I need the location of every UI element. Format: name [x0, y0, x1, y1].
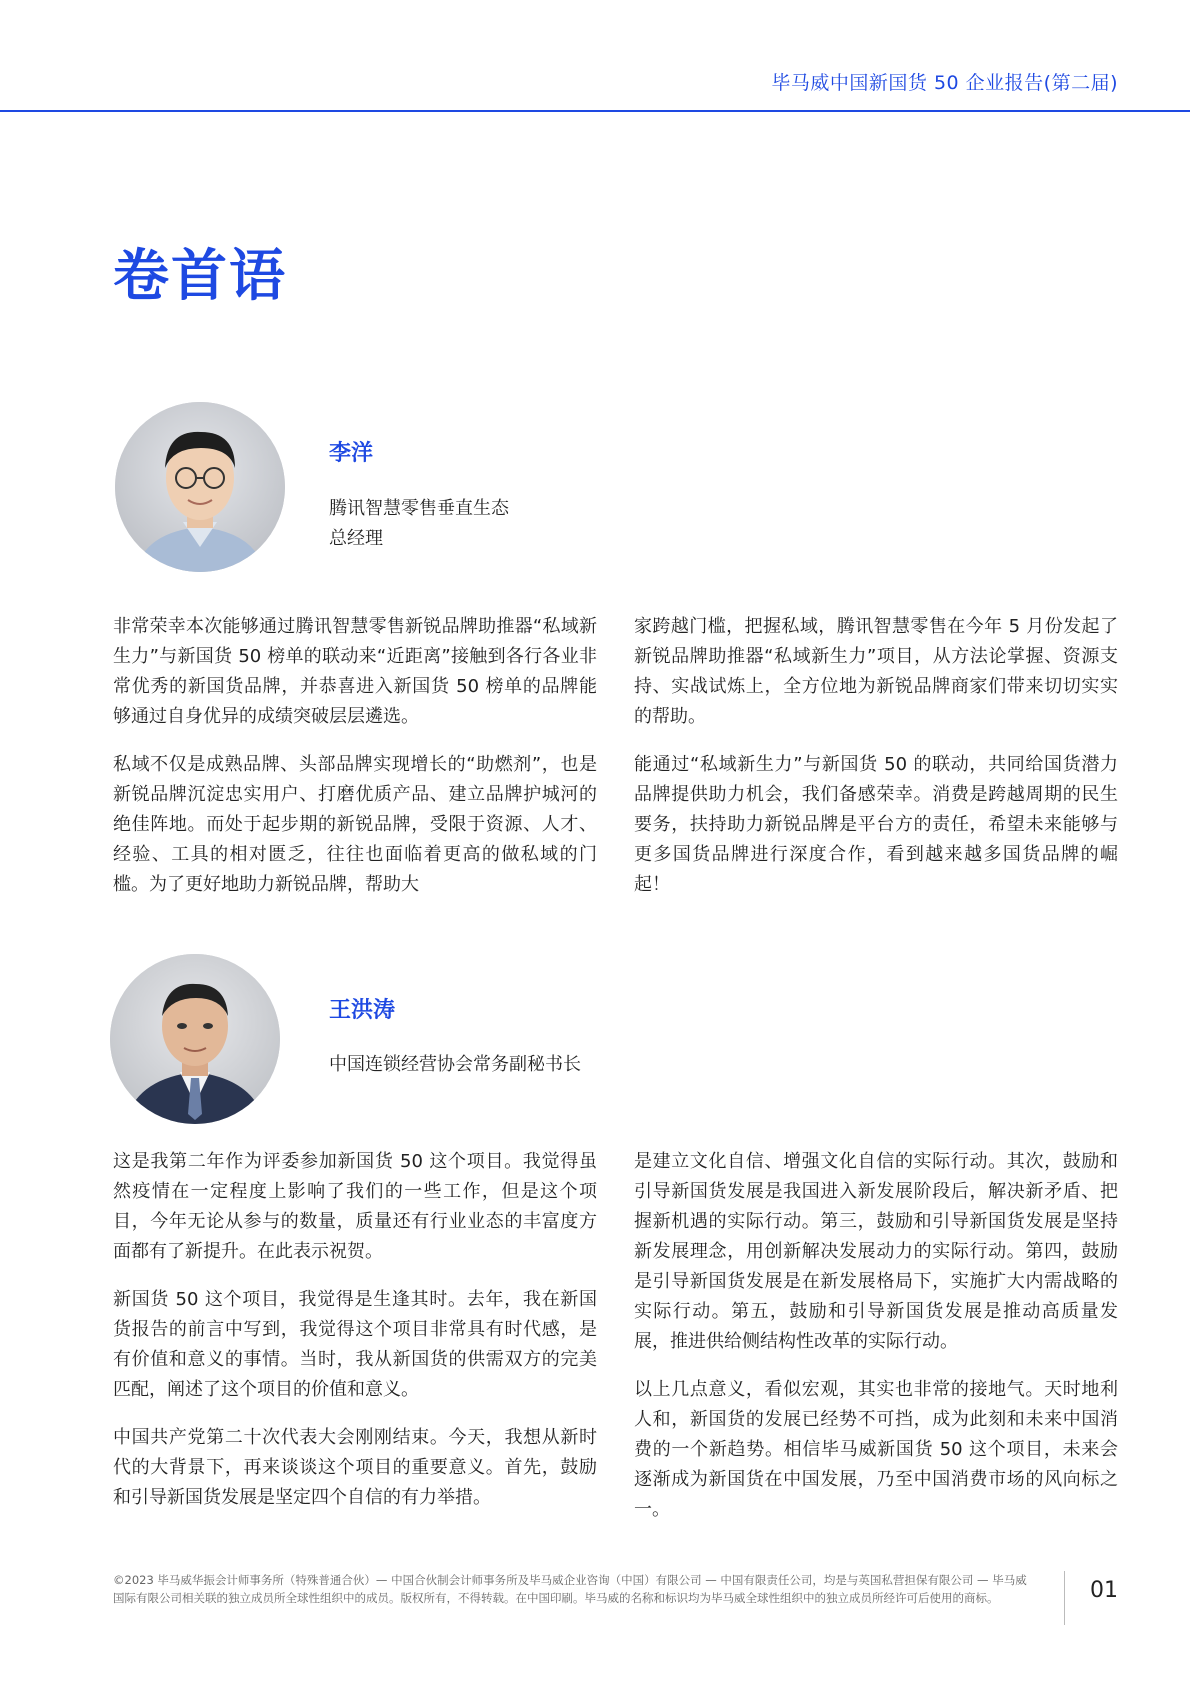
person-name: 李洋: [329, 441, 374, 466]
paragraph: 私域不仅是成熟品牌、头部品牌实现增长的“助燃剂”，也是新锐品牌沉淀忠实用户、打磨优质产品、建立品牌护城河的绝佳阵地。而处于起步期的新锐品牌，受限于资源、人才、经验、工具的相对匮乏，往往也面临着更高的做私域的门槛。为了更好地助力新锐品牌，帮助大: [113, 754, 597, 895]
report-title: 毕马威中国新国货 50 企业报告(第二届): [771, 72, 1118, 94]
section1-left-column: [113, 612, 597, 918]
avatar-wang-hongtao: [110, 954, 280, 1124]
section2-right-column: [634, 1147, 1118, 1543]
section1-right-column: [634, 612, 1118, 918]
paragraph: 新国货 50 这个项目，我觉得是生逢其时。去年，我在新国货报告的前言中写到，我觉得这个项目非常具有时代感，是有价值和意义的事情。当时，我从新国货的供需双方的完美匹配，阐述了这个项目的价值和意义。: [113, 1289, 597, 1400]
avatar-li-yang: [115, 402, 285, 572]
person-role: [329, 494, 509, 554]
person-name: 王洪涛: [329, 998, 396, 1023]
page-title: 卷首语: [113, 244, 287, 309]
paragraph: 这是我第二年作为评委参加新国货 50 这个项目。我觉得虽然疫情在一定程度上影响了我们的一些工作，但是这个项目，今年无论从参与的数量，质量还有行业业态的丰富度方面都有了新提升。在此表示祝贺。: [113, 1151, 597, 1262]
paragraph: 能通过“私域新生力”与新国货 50 的联动，共同给国货潜力品牌提供助力机会，我们备感荣幸。消费是跨越周期的民生要务，扶持助力新锐品牌是平台方的责任，希望未来能够与更多国货品牌进行深度合作，看到越来越多国货品牌的崛起！: [634, 754, 1118, 895]
role-line: 总经理: [329, 528, 383, 549]
paragraph: 以上几点意义，看似宏观，其实也非常的接地气。天时地利人和，新国货的发展已经势不可挡，成为此刻和未来中国消费的一个新趋势。相信毕马威新国货 50 这个项目，未来会逐渐成为新国货在中国发展，乃至中国消费市场的风向标之一。: [634, 1379, 1118, 1520]
paragraph: 中国共产党第二十次代表大会刚刚结束。今天，我想从新时代的大背景下，再来谈谈这个项目的重要意义。首先，鼓励和引导新国货发展是坚定四个自信的有力举措。: [113, 1427, 597, 1508]
person-role: [329, 1050, 581, 1080]
page-number: 01: [1090, 1578, 1118, 1603]
role-line: 中国连锁经营协会常务副秘书长: [329, 1054, 581, 1075]
copyright-notice: ©2023 毕马威华振会计师事务所（特殊普通合伙）— 中国合伙制会计师事务所及毕马威企业咨询（中国）有限公司 — 中国有限责任公司，均是与英国私营担保有限公司 — 毕马威国际有限公司相关联的独立成员所全球性组织中的成员。版权所有，不得转载。在中国印刷。毕马威的名称和标识均为毕马威全球性组织中的独立成员所经许可后使用的商标。: [113, 1573, 1027, 1605]
section2-left-column: [113, 1147, 597, 1531]
header-divider: [0, 110, 1190, 112]
footer-divider: [1064, 1571, 1065, 1625]
paragraph: 非常荣幸本次能够通过腾讯智慧零售新锐品牌助推器“私域新生力”与新国货 50 榜单的联动来“近距离”接触到各行各业非常优秀的新国货品牌，并恭喜进入新国货 50 榜单的品牌能够通过自身优异的成绩突破层层遴选。: [113, 616, 597, 727]
role-line: 腾讯智慧零售垂直生态: [329, 498, 509, 519]
paragraph: 是建立文化自信、增强文化自信的实际行动。其次，鼓励和引导新国货发展是我国进入新发展阶段后，解决新矛盾、把握新机遇的实际行动。第三，鼓励和引导新国货发展是坚持新发展理念，用创新解决发展动力的实际行动。第四，鼓励是引导新国货发展是在新发展格局下，实施扩大内需战略的实际行动。第五，鼓励和引导新国货发展是推动高质量发展，推进供给侧结构性改革的实际行动。: [634, 1151, 1118, 1352]
paragraph: 家跨越门槛，把握私域，腾讯智慧零售在今年 5 月份发起了新锐品牌助推器“私域新生力”项目，从方法论掌握、资源支持、实战试炼上，全方位地为新锐品牌商家们带来切切实实的帮助。: [634, 616, 1118, 727]
